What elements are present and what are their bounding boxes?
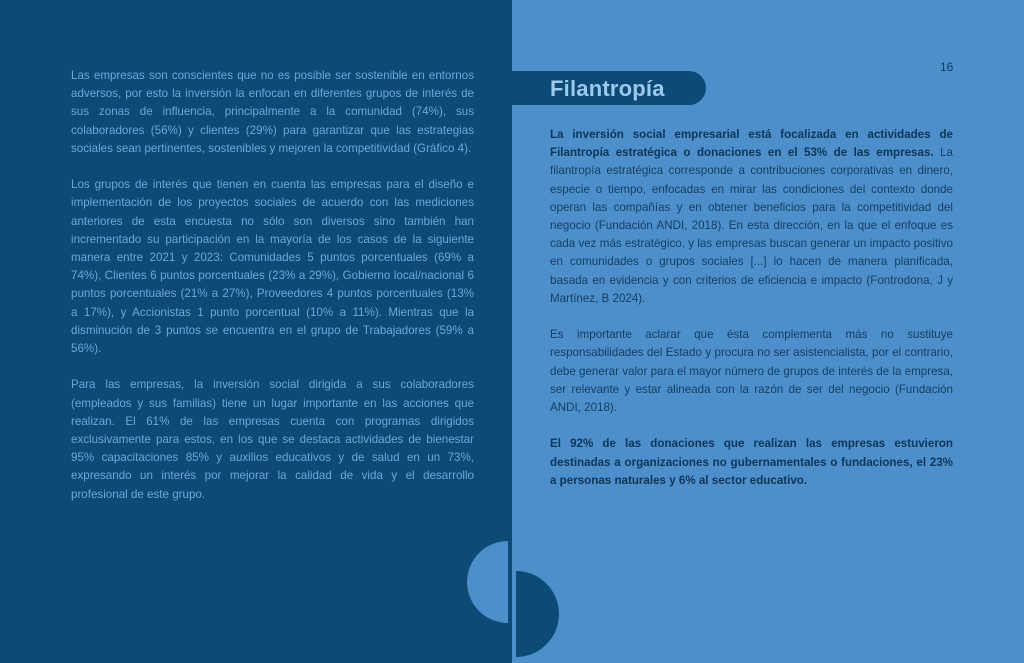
right-paragraph-1 (550, 126, 953, 308)
right-paragraph-2: Es importante aclarar que ésta complementa más no sustituye responsabilidades del Estado y procura no ser asistencialista, por el contrario, debe generar valor para el mayor número de grupos de interés de la empresa, ser relevante y estar alineada con la razón de ser del negocio (Fundación ANDI, 2018). (550, 328, 953, 415)
section-title: Filantropía (550, 76, 665, 101)
right-paragraph-1-bold: La inversión social empresarial está focalizada en actividades de Filantropía estratégica o donaciones en el 53% de las empresas. (550, 128, 953, 160)
left-paragraph-3: Para las empresas, la inversión social dirigida a sus colaboradores (empleados y sus familias) tiene un lugar importante en las acciones que realizan. El 61% de las empresas cuenta con programas dirigidos exclusivamente para estos, en los que se destaca actividades de bienestar 95% capacitaciones 85% y auxilios educativos y de salud en un 73%, expresando un interés por mejorar la calidad de vida y el desarrollo profesional de este grupo. (71, 378, 474, 501)
right-text-column (550, 126, 953, 508)
left-text-column (71, 67, 474, 522)
right-paragraph-3 (550, 435, 953, 490)
page-number: 16 (940, 60, 954, 74)
right-paragraph-3-bold: El 92% de las donaciones que realizan las empresas estuvieron destinadas a organizaciones no gubernamentales o fundaciones, el 23% a personas naturales y 6% al sector educativo. (550, 437, 953, 487)
left-paragraph-1: Las empresas son conscientes que no es posible ser sostenible en entornos adversos, por esto la inversión la enfocan en diferentes grupos de interés de sus zonas de influencia, principalmente a la comunidad (74%), sus colaboradores (56%) y clientes (29%) para garantizar que las estrategias sociales sean pertinentes, sostenibles y mejoren la competitividad (Gráfico 4). (71, 69, 474, 155)
right-paragraph-1-text: La filantropía estratégica corresponde a contribuciones corporativas en dinero, especie o tiempo, enfocadas en mirar las condiciones del contexto donde operan las compañías y en obtener beneficios para la competitividad del negocio (Fundación ANDI, 2018). En esta dirección, en la que el enfoque es cada vez más estratégico, y las empresas buscan generar un impacto positivo en comunidades o grupos sociales [...] lo hacen de manera planificada, basada en evidencia y con criterios de eficiencia e impacto (Fontrodona, J y Martínez, B 2024). (550, 146, 954, 305)
decorative-semicircle-dark (470, 571, 560, 661)
left-paragraph-2: Los grupos de interés que tienen en cuenta las empresas para el diseño e implementación de los proyectos sociales de acuerdo con las mediciones anteriores de esta encuesta no sólo son diversos sino también han incrementado su participación en la mayoría de los casos de la siguiente manera entre 2021 y 2023: Comunidades 5 puntos porcentuales (69% a 74%), Clientes 6 puntos porcentuales (23% a 29%), Gobierno local/nacional 6 puntos porcentuales (21% a 27%), Proveedores 4 puntos porcentuales (13% a 17%), y Accionistas 1 punto porcentual (10% a 11%). Mientras que la disminución de 3 puntos se encuentra en el grupo de Trabajadores (59% a 56%). (71, 178, 474, 356)
